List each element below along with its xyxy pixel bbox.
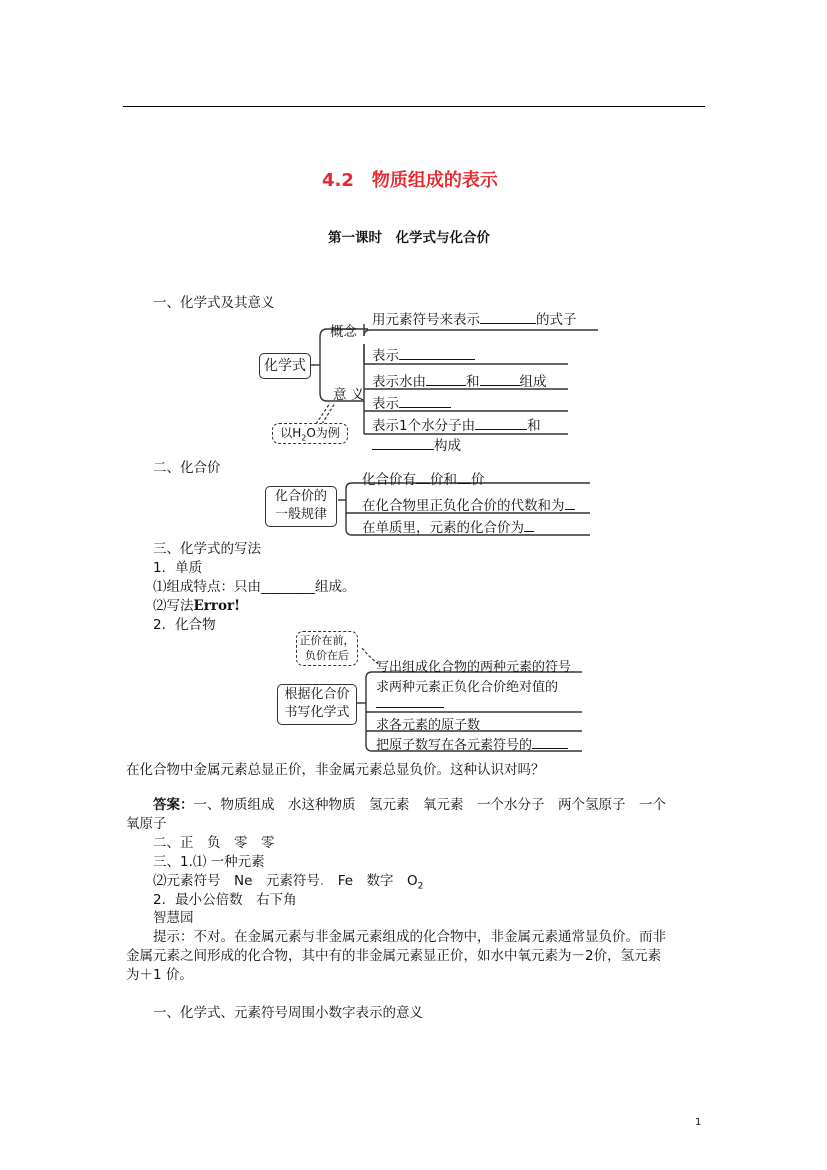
answers-line6: 智慧园 bbox=[153, 910, 194, 926]
valence-rule-3: 在单质里，元素的化合价为 bbox=[362, 516, 534, 536]
meaning-line-3: 表示 bbox=[372, 392, 451, 412]
hint-line3: 为＋1 价。 bbox=[126, 967, 193, 983]
section3-item1-1: ⑴组成特点：只由________组成。 bbox=[153, 579, 356, 595]
page-subtitle: 第一课时 化学式与化合价 bbox=[328, 230, 490, 246]
page-number: 1 bbox=[695, 1117, 702, 1128]
formula-center-box: 化学式 bbox=[259, 353, 311, 379]
step-3: 求各元素的原子数 bbox=[376, 718, 481, 733]
meaning-line-4: 表示1个水分子由 和 bbox=[372, 418, 541, 434]
meaning-line-5: 构成 bbox=[372, 434, 461, 454]
answers-line1b: 氧原子 bbox=[126, 816, 167, 832]
valence-rule-2: 在化合物里正负化合价的代数和为 bbox=[362, 494, 575, 514]
meaning-label: 意 义 bbox=[333, 387, 365, 403]
question-text: 在化合物中金属元素总显正价，非金属元素总显负价。这种认识对吗？ bbox=[126, 762, 545, 778]
next-section-heading: 一、化学式、元素符号周围小数字表示的意义 bbox=[153, 1005, 423, 1021]
section3-item2: 2．化合物 bbox=[153, 617, 216, 633]
section3-heading: 三、化学式的写法 bbox=[153, 541, 261, 557]
step-2-blank bbox=[376, 696, 444, 712]
step-4: 把原子数写在各元素符号的 bbox=[376, 734, 568, 753]
answers-line2: 二、正 负 零 零 bbox=[153, 835, 275, 851]
concept-text: 用元素符号来表示 的式子 bbox=[372, 312, 577, 328]
concept-label: 概念 bbox=[330, 324, 357, 340]
write-formula-box: 根据化合价 书写化学式 bbox=[277, 684, 357, 725]
answers-line1: 答案：一、物质组成 水这种物质 氢元素 氧元素 一个水分子 两个氢原子 一个 bbox=[153, 797, 666, 813]
meaning-line-1: 表示 bbox=[372, 344, 475, 364]
meaning-line-2: 表示水由 和 组成 bbox=[372, 374, 547, 390]
valence-rules-box: 化合价的 一般规律 bbox=[265, 486, 337, 527]
answers-line3: 三、1.⑴ 一种元素 bbox=[153, 854, 265, 870]
section3-item1-2: ⑵写法Error! bbox=[153, 598, 241, 614]
answers-line4: ⑵元素符号 Ne 元素符号. Fe 数字 $O_2$ bbox=[153, 873, 424, 892]
step-2: 求两种元素正负化合价绝对值的 bbox=[376, 680, 559, 695]
example-dashed-box: 以$H_2O$为例 bbox=[272, 423, 348, 444]
section3-item1: 1．单质 bbox=[153, 560, 203, 576]
hint-line1: 提示：不对。在金属元素与非金属元素组成的化合物中，非金属元素通常显负价。而非 bbox=[153, 929, 666, 945]
answers-line5: 2．最小公倍数 右下角 bbox=[153, 892, 297, 908]
section1-heading: 一、化学式及其意义 bbox=[153, 295, 275, 311]
section2-heading: 二、化合价 bbox=[153, 460, 221, 476]
hint-line2: 金属元素之间形成的化合物，其中有的非金属元素显正价，如水中氧元素为－2价，氢元素 bbox=[126, 948, 662, 964]
step-1: 写出组成化合物的两种元素的符号 bbox=[376, 660, 572, 675]
order-dashed-bubble: 正价在前， 负价在后 bbox=[296, 631, 358, 666]
page-title: 4.2 物质组成的表示 bbox=[322, 170, 498, 191]
valence-rule-1: 化合价有 价和 价 bbox=[362, 472, 485, 488]
